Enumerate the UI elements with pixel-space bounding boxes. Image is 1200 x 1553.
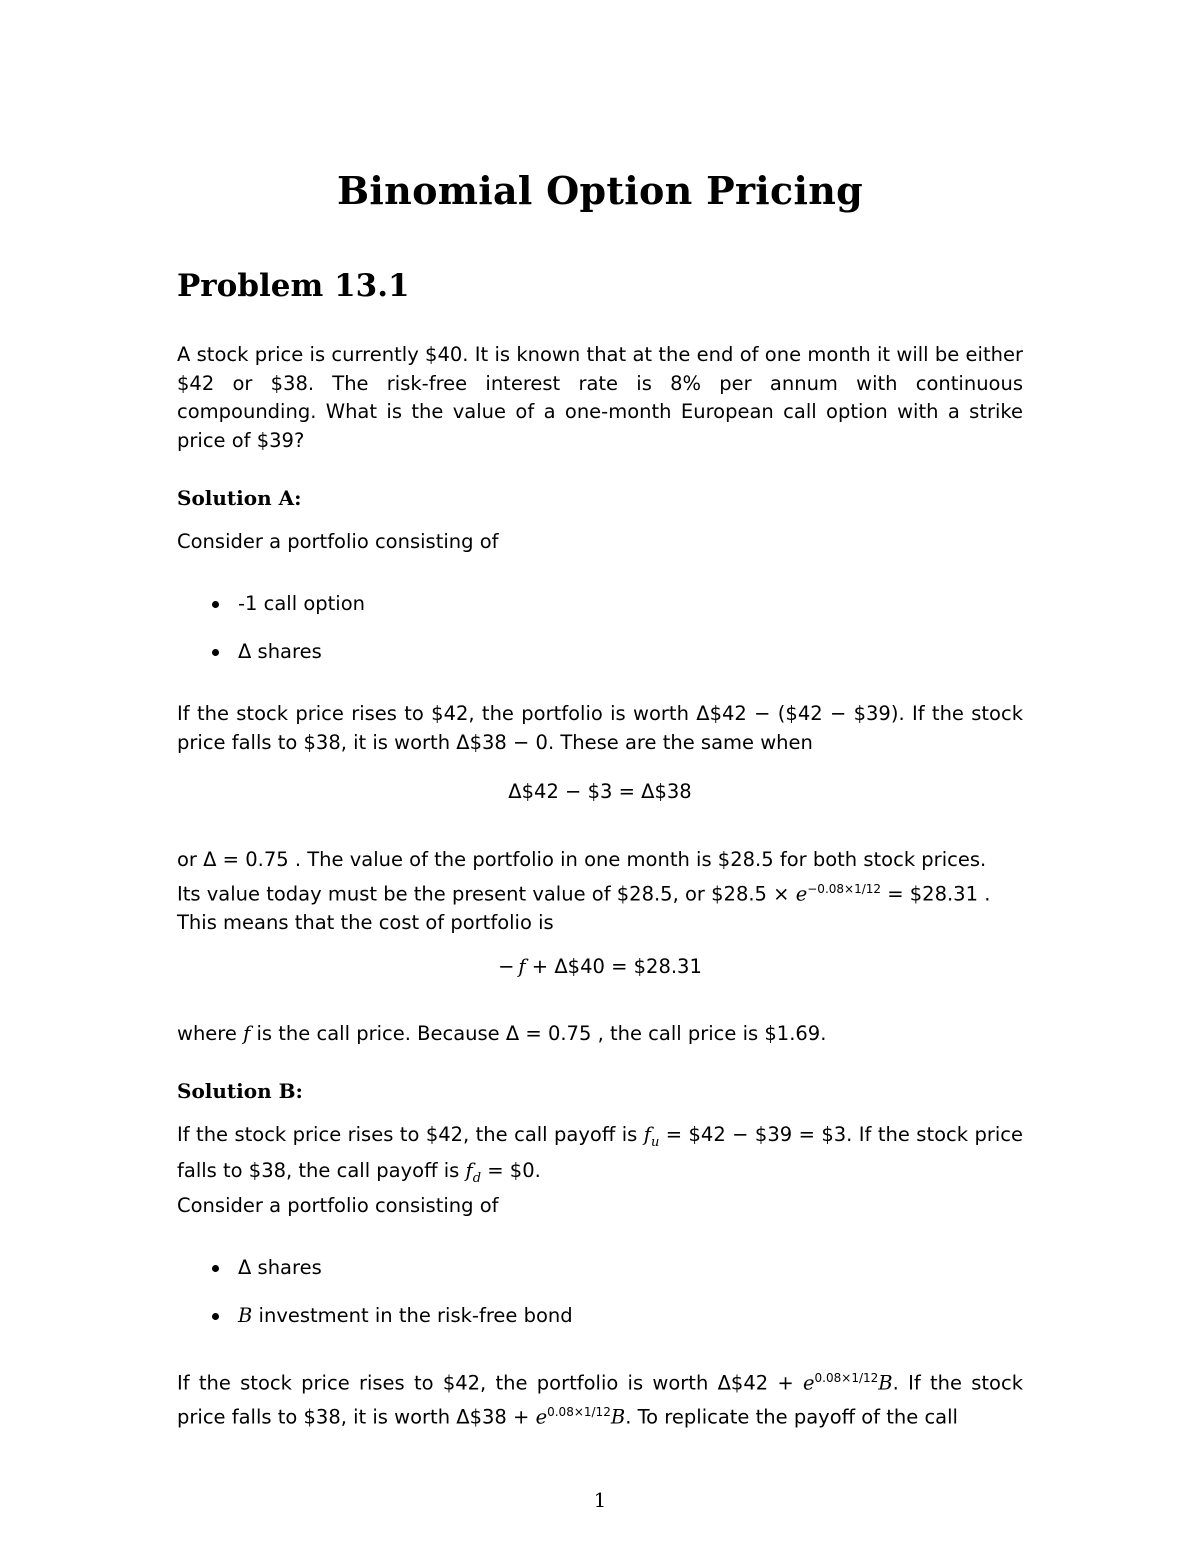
math-b: B — [238, 1304, 253, 1327]
bullet-icon — [212, 1313, 219, 1320]
bullet-icon — [212, 1265, 219, 1272]
solution-b-paragraph-2 — [177, 1364, 1023, 1432]
math-f: f — [465, 1159, 473, 1183]
paragraph-line — [177, 875, 1023, 909]
solution-a-heading: Solution A: — [177, 486, 302, 510]
problem-text: A stock price is currently $40. It is known that at the end of one month it will be either $42 or $38. The risk-free interest rate is 8% per annum with continuous compounding. What is the value of a one-month European call option with a strike price of $39? — [177, 343, 1023, 452]
math-b: B — [878, 1371, 893, 1395]
math-exponent: 0.08×1/12 — [547, 1405, 611, 1420]
math-subscript: d — [472, 1171, 482, 1187]
list-item — [212, 1304, 573, 1352]
bullet-icon — [212, 601, 219, 608]
equation-delta: Δ$42 − $3 = Δ$38 — [508, 780, 692, 803]
paragraph-line: This means that the cost of portfolio is — [177, 910, 554, 934]
solution-a-paragraph-3 — [177, 1020, 1023, 1049]
text-run: If the stock price rises to $42, the portfolio is worth Δ$42 + — [177, 1371, 803, 1395]
math-f: f — [643, 1123, 651, 1146]
text-run: = $0. — [481, 1159, 541, 1183]
math-e: e — [803, 1371, 815, 1395]
page-number: 1 — [593, 1488, 607, 1512]
equation-rest: + Δ$40 = $28.31 — [525, 955, 702, 978]
math-e: e — [535, 1405, 548, 1429]
solution-b-heading: Solution B: — [177, 1079, 303, 1103]
problem-heading: Problem 13.1 — [177, 268, 410, 304]
math-exponent: 0.08×1/12 — [814, 1371, 879, 1385]
bullet-icon — [212, 649, 219, 656]
bullet-text: investment in the risk-free bond — [258, 1304, 573, 1327]
bullet-text: Δ shares — [238, 640, 322, 663]
paragraph-line: or Δ = 0.75 . The value of the portfolio in one month is $28.5 for both stock prices. — [177, 848, 987, 871]
math-e: e — [795, 882, 808, 906]
document-title: Binomial Option Pricing — [336, 168, 864, 213]
math-subscript: u — [650, 1134, 660, 1150]
text-run: is the call price. Because Δ = 0.75 , the call price is $1.69. — [250, 1022, 827, 1045]
solution-a-bullet-list — [212, 592, 365, 688]
bullet-text: Δ shares — [238, 1256, 322, 1279]
math-f: f — [243, 1022, 251, 1045]
math-f: f — [518, 955, 526, 978]
math-b: B — [610, 1405, 626, 1429]
solution-a-intro: Consider a portfolio consisting of — [177, 530, 499, 553]
solution-a-paragraph-1: If the stock price rises to $42, the portfolio is worth Δ$42 − ($42 − $39). If the stock price falls to $38, it is worth Δ$38 − 0. These are the same when — [177, 702, 1023, 754]
solution-b-bullet-list — [212, 1256, 573, 1352]
solution-a-paragraph-2 — [177, 846, 1023, 937]
text-run: . If the stock price falls to $38, it is worth Δ$38 + — [177, 1371, 1023, 1429]
text-run: = $28.31 . — [881, 882, 991, 906]
solution-b-intro: Consider a portfolio consisting of — [177, 1194, 499, 1217]
list-item — [212, 1256, 573, 1304]
bullet-text: -1 call option — [238, 592, 366, 615]
list-item — [212, 640, 365, 688]
equation-portfolio-cost: − f + Δ$40 = $28.31 — [498, 955, 702, 978]
text-run: Its value today must be the present value of $28.5, or $28.5 × — [177, 882, 796, 906]
text-run: where — [177, 1022, 244, 1045]
solution-b-paragraph-1 — [177, 1121, 1023, 1194]
text-run: If the stock price rises to $42, the call payoff is — [177, 1123, 644, 1146]
math-exponent: −0.08×1/12 — [807, 881, 882, 896]
list-item — [212, 592, 365, 640]
text-run: = $42 − $39 = $3. If the stock price falls to $38, the call payoff is — [177, 1123, 1023, 1183]
text-run: . To replicate the payoff of the call — [625, 1405, 958, 1429]
